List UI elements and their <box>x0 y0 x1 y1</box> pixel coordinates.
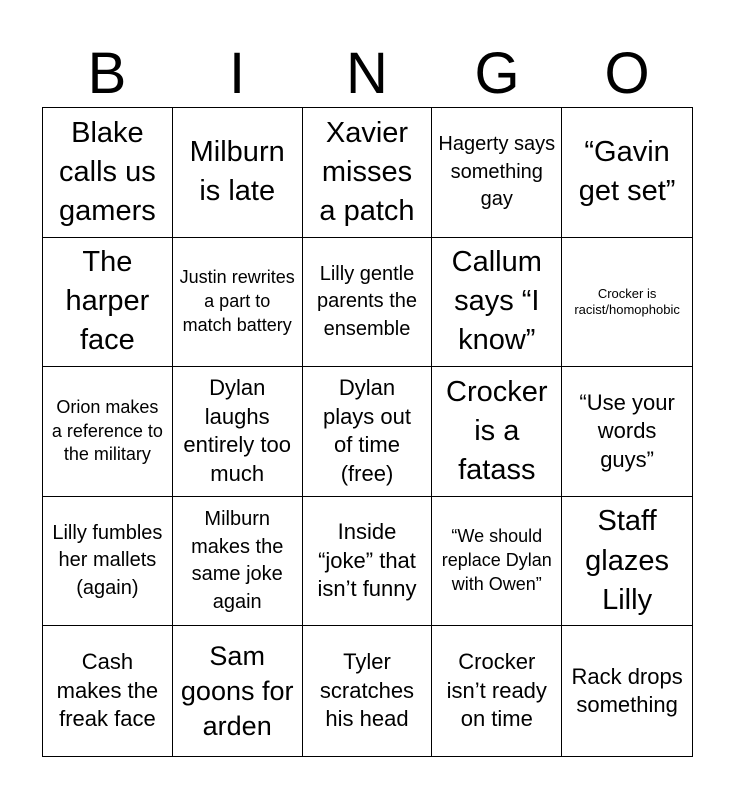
bingo-cell[interactable] <box>432 626 562 756</box>
bingo-cell[interactable] <box>173 108 303 238</box>
bingo-cell[interactable] <box>173 238 303 368</box>
header-letter-n: N <box>346 41 388 106</box>
cell-text: Tyler scratches his head <box>319 649 415 732</box>
cell-text: Milburn makes the same joke again <box>191 507 284 613</box>
header-letter-i: I <box>228 41 246 106</box>
bingo-header <box>42 42 692 106</box>
bingo-cell[interactable] <box>303 238 433 368</box>
bingo-cell[interactable] <box>303 108 433 238</box>
bingo-cell[interactable] <box>562 626 692 756</box>
bingo-board <box>42 107 693 757</box>
cell-text: Crocker isn’t ready on time <box>446 649 547 732</box>
cell-text: Inside “joke” that isn’t funny <box>317 519 417 602</box>
cell-text: Callum says “I know” <box>451 246 542 357</box>
bingo-cell[interactable] <box>303 626 433 756</box>
cell-text: Dylan plays out of time (free) <box>322 375 412 487</box>
bingo-cell[interactable] <box>43 626 173 756</box>
bingo-cell[interactable] <box>432 108 562 238</box>
cell-text: Lilly gentle parents the ensemble <box>316 262 418 340</box>
bingo-cell[interactable] <box>43 497 173 627</box>
bingo-cell[interactable] <box>432 367 562 497</box>
cell-text: Crocker is racist/homophobic <box>574 285 680 317</box>
header-letter-o: O <box>604 41 650 106</box>
cell-text: Hagerty says something gay <box>438 132 556 211</box>
bingo-cell[interactable] <box>173 497 303 627</box>
cell-text: “Use your words guys” <box>579 389 675 472</box>
bingo-cell[interactable] <box>562 108 692 238</box>
bingo-cell[interactable] <box>562 497 692 627</box>
cell-text: Milburn is late <box>189 136 285 208</box>
bingo-cell[interactable] <box>303 367 433 497</box>
cell-text: Rack drops something <box>571 663 683 718</box>
cell-text: “We should replace Dylan with Owen” <box>441 526 552 595</box>
cell-text: Cash makes the freak face <box>56 649 159 732</box>
bingo-cell[interactable] <box>432 497 562 627</box>
cell-text: The harper face <box>65 246 150 357</box>
bingo-cell[interactable] <box>173 367 303 497</box>
bingo-cell[interactable] <box>43 367 173 497</box>
cell-text: Dylan laughs entirely too much <box>183 375 291 487</box>
cell-text: “Gavin get set” <box>578 136 676 208</box>
bingo-cell[interactable] <box>173 626 303 756</box>
bingo-cell[interactable] <box>43 238 173 368</box>
bingo-cell[interactable] <box>562 367 692 497</box>
cell-text: Lilly fumbles her mallets (again) <box>52 521 163 599</box>
bingo-cell[interactable] <box>432 238 562 368</box>
cell-text: Crocker is a fatass <box>446 375 548 487</box>
cell-text: Sam goons for arden <box>180 640 294 741</box>
bingo-cell[interactable] <box>562 238 692 368</box>
cell-text: Xavier misses a patch <box>319 116 415 227</box>
cell-text: Staff glazes Lilly <box>585 505 669 616</box>
header-letter-b: B <box>87 41 127 106</box>
cell-text: Blake calls us gamers <box>59 116 156 227</box>
cell-text: Orion makes a reference to the military <box>51 396 163 465</box>
cell-text: Justin rewrites a part to match battery <box>179 266 295 335</box>
bingo-cell[interactable] <box>303 497 433 627</box>
bingo-cell[interactable] <box>43 108 173 238</box>
header-letter-g: G <box>474 41 520 106</box>
